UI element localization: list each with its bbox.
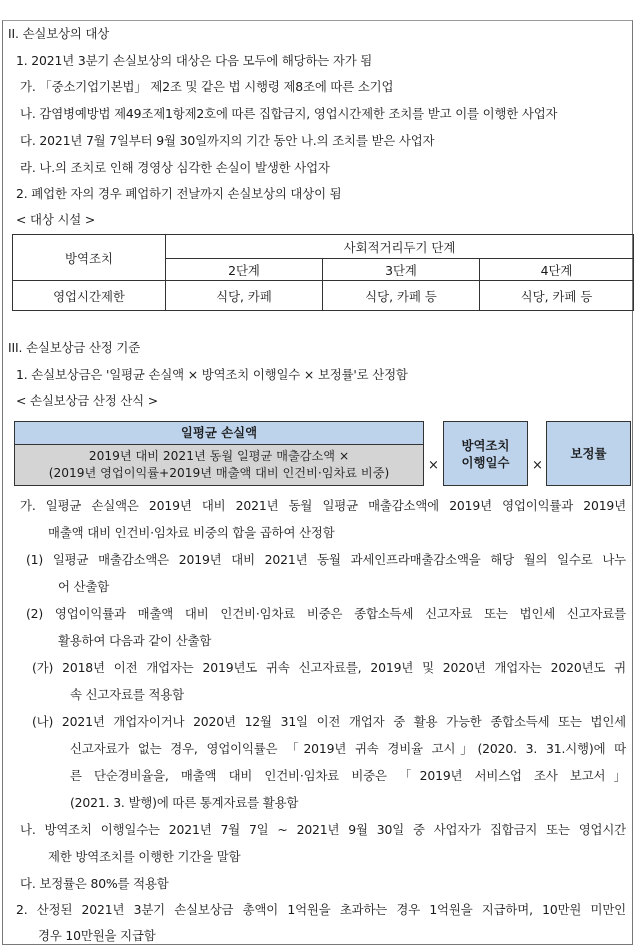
paragraph-line: 신고자료가 없는 경우, 영업이익률은 「2019년 귀속 경비율 고시」(2020. 3. 31.시행)에 따 — [70, 741, 626, 756]
paragraph-line: 1. 손실보상금은 '일평균 손실액 × 방역조치 이행일수 × 보정률'로 산정함 — [16, 367, 408, 382]
paragraph-line: 가. 일평균 손실액은 2019년 대비 2021년 동월 일평균 매출감소액에 2019년 영업이익률과 2019년 — [20, 498, 626, 513]
daily-loss-formula-line1: 2019년 대비 2021년 동월 일평균 매출감소액 × — [15, 445, 423, 465]
implementation-days-box — [443, 421, 528, 486]
paragraph-line: 1. 2021년 3분기 손실보상의 대상은 다음 모두에 해당하는 자가 됨 — [16, 53, 373, 68]
paragraph-line: (2) 영업이익률과 매출액 대비 인건비·임차료 비중은 종합소득세 신고자료 또는 법인세 신고자료를 — [26, 606, 626, 621]
paragraph-line: 제한 방역조치를 이행한 기간을 말함 — [48, 849, 241, 864]
table-cell: 식당, 카페 — [166, 281, 323, 311]
daily-loss-title: 일평균 손실액 — [15, 422, 423, 445]
daily-loss-formula-line2: (2019년 영업이익률+2019년 매출액 대비 인건비·임차료 비중) — [15, 465, 423, 482]
implementation-days-line2: 이행일수 — [461, 454, 510, 470]
paragraph-line: (1) 일평균 매출감소액은 2019년 대비 2021년 동월 과세인프라매출감소액을 해당 월의 일수로 나누 — [26, 552, 626, 567]
table-cell: 식당, 카페 등 — [480, 281, 634, 311]
list-item: 다. 2021년 7월 7일부터 9월 30일까지의 기간 동안 나.의 조치를 받은 사업자 — [20, 133, 435, 148]
table-header-stage-item: 2단계 — [166, 259, 323, 281]
table-header-stage-item: 4단계 — [480, 259, 634, 281]
paragraph-line: 른 단순경비율을, 매출액 대비 인건비·임차료 비중은 「2019년 서비스업 조사 보고서」 — [70, 768, 626, 783]
table-header-stage-item: 3단계 — [323, 259, 480, 281]
paragraph-line: 2. 폐업한 자의 경우 폐업하기 전날까지 손실보상의 대상이 됨 — [16, 186, 342, 201]
paragraph-line: 속 신고자료를 적용함 — [70, 687, 184, 702]
table-caption: < 대상 시설 > — [16, 212, 96, 227]
paragraph-line: 경우 10만원을 지급함 — [38, 928, 156, 943]
section-heading: II. 손실보상의 대상 — [8, 26, 110, 41]
paragraph-line: (가) 2018년 이전 개업자는 2019년도 귀속 신고자료를, 2019년 및 2020년 개업자는 2020년도 귀 — [32, 660, 626, 675]
correction-rate-label: 보정률 — [570, 446, 607, 461]
section-heading: III. 손실보상금 산정 기준 — [8, 340, 141, 355]
multiply-sign: × — [428, 458, 439, 473]
list-item: 나. 감염병예방법 제49조제1항제2호에 따른 집합금지, 영업시간제한 조치를 받고 이를 이행한 사업자 — [20, 106, 558, 121]
facility-table — [12, 234, 634, 311]
correction-rate-box — [546, 421, 631, 486]
table-row-label: 영업시간제한 — [13, 281, 166, 311]
table-cell: 식당, 카페 등 — [323, 281, 480, 311]
daily-loss-box — [14, 421, 424, 486]
paragraph-line: 2. 산정된 2021년 3분기 손실보상금 총액이 1억원을 초과하는 경우 1억원을 지급하며, 10만원 미만인 — [16, 902, 626, 917]
paragraph-line: 다. 보정률은 80%를 적용함 — [20, 876, 169, 891]
paragraph-line: 어 산출함 — [58, 579, 110, 594]
formula-caption: < 손실보상금 산정 산식 > — [16, 393, 158, 408]
paragraph-line: 매출액 대비 인건비·임차료 비중의 합을 곱하여 산정함 — [48, 525, 335, 540]
implementation-days-line1: 방역조치 — [461, 437, 510, 453]
paragraph-line: (2021. 3. 발행)에 따른 통계자료를 활용함 — [70, 795, 299, 810]
list-item: 가. 「중소기업기본법」 제2조 및 같은 법 시행령 제8조에 따른 소기업 — [20, 79, 394, 94]
list-item: 라. 나.의 조치로 인해 경영상 심각한 손실이 발생한 사업자 — [20, 160, 330, 175]
paragraph-line: (나) 2021년 개업자이거나 2020년 12월 31일 이전 개업자 중 활용 가능한 종합소득세 또는 법인세 — [32, 714, 626, 729]
table-header-stage: 사회적거리두기 단계 — [166, 235, 634, 259]
paragraph-line: 활용하여 다음과 같이 산출함 — [58, 633, 212, 648]
table-header-measure: 방역조치 — [13, 235, 166, 281]
paragraph-line: 나. 방역조치 이행일수는 2021년 7월 7일 ~ 2021년 9월 30일 중 사업자가 집합금지 또는 영업시간 — [20, 822, 626, 837]
multiply-sign: × — [532, 458, 543, 473]
